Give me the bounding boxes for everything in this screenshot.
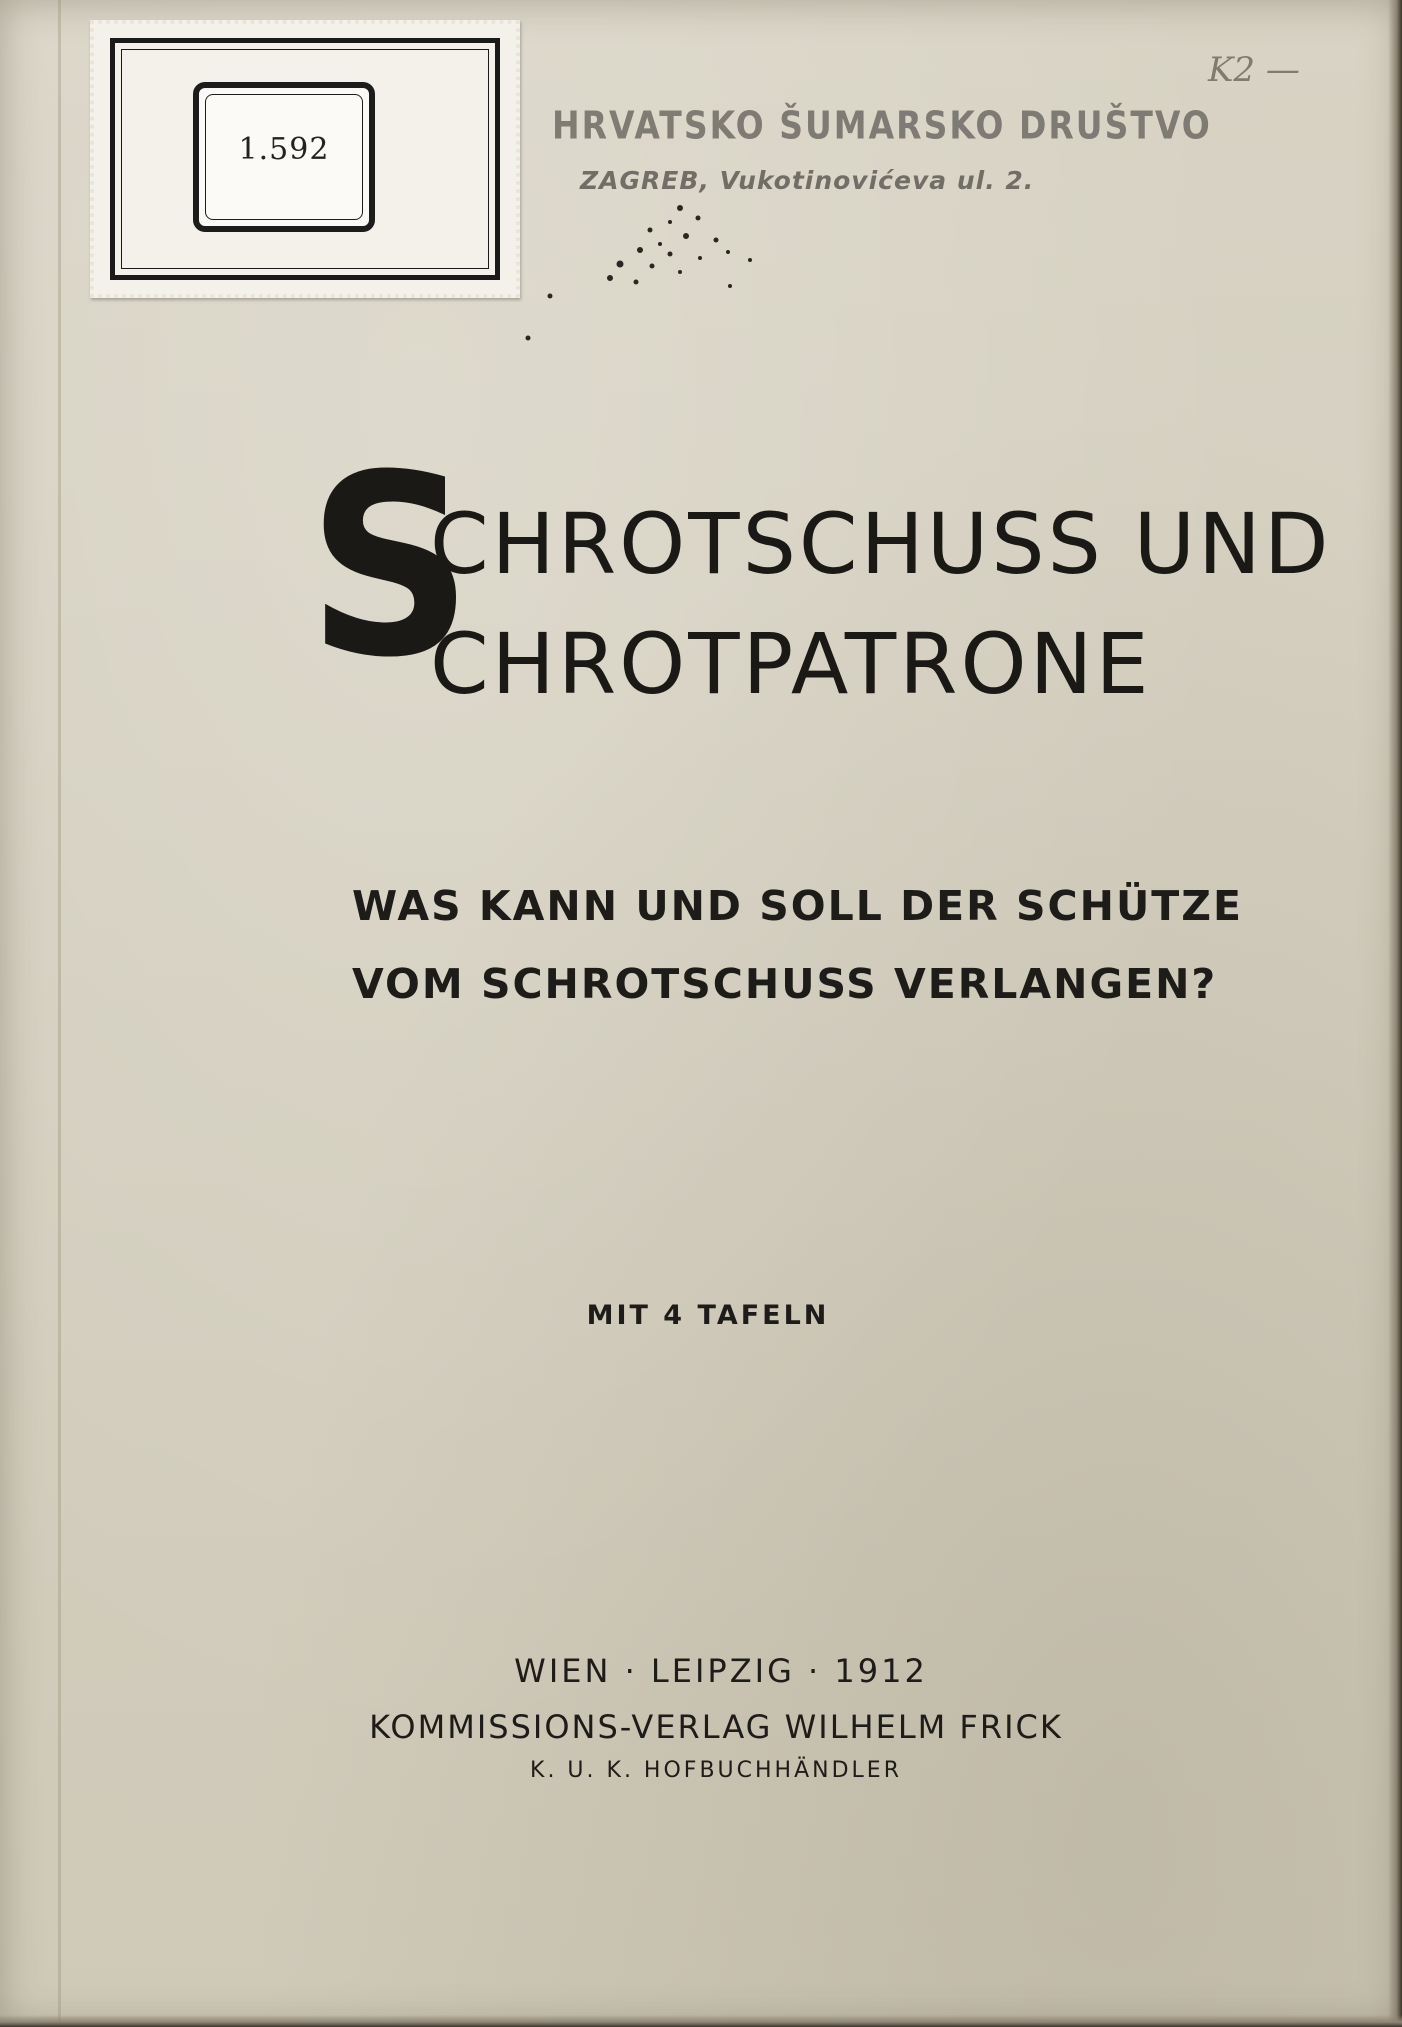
subtitle-line-2: VOM SCHROTSCHUSS VERLANGEN?	[352, 960, 1218, 1008]
plates-note	[0, 1300, 1402, 1331]
title-block	[300, 421, 1332, 720]
perforation-dots	[520, 200, 800, 350]
title-line-1: CHROTSCHUSS UND	[430, 495, 1332, 593]
title-line-2: CHROTPATRONE	[430, 615, 1152, 713]
library-label	[90, 20, 520, 298]
stamp-address: ZAGREB, Vukotinovićeva ul. 2.	[580, 166, 1035, 195]
subtitle-line-1: WAS KANN UND SOLL DER SCHÜTZE	[352, 882, 1243, 930]
cover-bottom-edge	[0, 2015, 1402, 2027]
title-initial: S	[307, 421, 473, 712]
publisher-name: KOMMISSIONS-VERLAG WILHELM FRICK	[369, 1708, 1063, 1746]
cover-right-edge	[1388, 0, 1402, 2027]
stamp-society-name: HRVATSKO ŠUMARSKO DRUŠTVO	[552, 103, 1212, 148]
publisher-title: K. U. K. HOFBUCHHÄNDLER	[530, 1758, 902, 1783]
library-number: 1.592	[238, 132, 330, 167]
plates-note-text: MIT 4 TAFELN	[586, 1300, 830, 1331]
handwritten-shelf-mark: K2 —	[1208, 50, 1300, 90]
publisher-place-year: WIEN · LEIPZIG · 1912	[514, 1652, 928, 1690]
label-number-box	[193, 82, 375, 232]
